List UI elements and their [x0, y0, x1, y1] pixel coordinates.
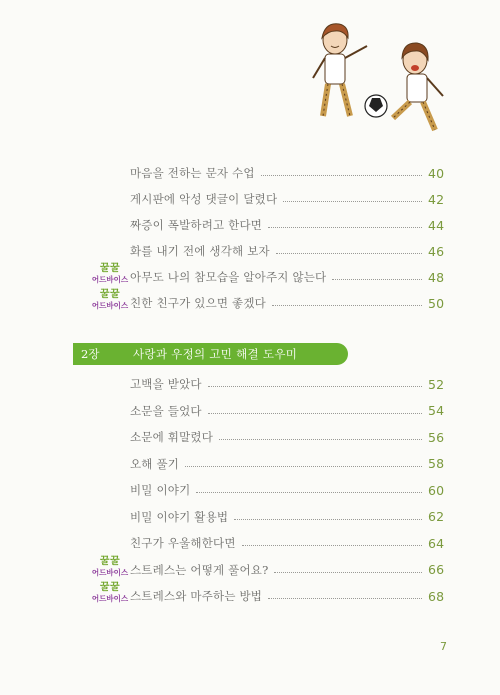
toc-entry[interactable]	[130, 240, 444, 262]
advice-badge-line2: 어드바이스	[91, 275, 129, 284]
toc-entry[interactable]	[130, 400, 444, 422]
toc-entry[interactable]	[130, 162, 444, 184]
boy-left-figure	[313, 24, 367, 116]
chapter-2-header	[73, 343, 348, 365]
toc-entry-page: 50	[428, 295, 445, 311]
toc-entry[interactable]	[130, 479, 444, 501]
toc-entry-page: 64	[428, 535, 445, 551]
toc-entry[interactable]	[130, 585, 444, 607]
toc-entry-title: 고백을 받았다	[130, 377, 202, 391]
toc-entry[interactable]	[130, 426, 444, 448]
toc-entry-page: 52	[428, 376, 445, 392]
soccer-boys-illustration	[295, 18, 465, 138]
dot-leader	[268, 597, 422, 599]
toc-entry-page: 40	[428, 165, 445, 181]
dot-leader	[332, 278, 422, 280]
advice-badge-line1: 꿀꿀	[99, 289, 121, 300]
advice-badge	[88, 582, 132, 608]
page-number: 7	[440, 640, 447, 653]
soccer-ball-icon	[365, 95, 387, 117]
advice-badge-line1: 꿀꿀	[99, 263, 121, 274]
dot-leader	[219, 438, 422, 440]
boy-right-figure	[393, 43, 443, 130]
toc-entry-title: 오해 풀기	[130, 456, 180, 471]
toc-entry-title: 소문에 휘말렸다	[130, 430, 214, 444]
dot-leader	[208, 385, 422, 387]
toc-entry[interactable]	[130, 373, 444, 395]
toc-entry-title: 게시판에 악성 댓글이 달렸다	[130, 192, 278, 206]
toc-entry[interactable]	[130, 453, 444, 475]
toc-entry-page: 42	[428, 191, 445, 207]
toc-entry-title: 비밀 이야기 활용법	[130, 509, 229, 524]
toc-entry-page: 46	[428, 243, 445, 259]
advice-badge-line2: 어드바이스	[91, 301, 129, 310]
toc-entry-page: 56	[428, 429, 445, 445]
chapter-number: 2장	[81, 347, 100, 361]
toc-entry[interactable]	[130, 532, 444, 554]
toc-entry-page: 68	[428, 588, 445, 604]
toc-entry-page: 44	[428, 217, 445, 233]
dot-leader	[272, 304, 422, 306]
advice-badge	[88, 289, 132, 315]
toc-entry-title: 소문을 들었다	[130, 403, 202, 418]
toc-entry-title: 비밀 이야기	[130, 483, 191, 497]
dot-leader	[234, 518, 422, 520]
advice-badge-line2: 어드바이스	[91, 567, 129, 577]
advice-badge	[88, 556, 132, 582]
dot-leader	[185, 465, 422, 467]
toc-entry[interactable]	[130, 188, 444, 210]
advice-badge-line2: 어드바이스	[91, 594, 129, 603]
toc-entry[interactable]	[130, 214, 444, 236]
dot-leader	[196, 491, 422, 493]
toc-entry-title: 스트레스와 마주하는 방법	[130, 589, 263, 603]
toc-entry-page: 48	[428, 269, 445, 285]
toc-entry-title: 화를 내기 전에 생각해 보자	[130, 244, 270, 258]
advice-badge-line1: 꿀꿀	[99, 582, 121, 593]
toc-entry-title: 스트레스는 어떻게 풀어요?	[130, 562, 269, 577]
dot-leader	[208, 412, 422, 414]
dot-leader	[283, 200, 422, 202]
toc-entry-page: 66	[428, 562, 445, 577]
toc-entry[interactable]	[130, 559, 444, 581]
advice-badge	[88, 263, 132, 289]
dot-leader	[276, 252, 422, 254]
toc-entry-title: 친구가 우울해한다면	[130, 536, 236, 550]
toc-entry-title: 짜증이 폭발하려고 한다면	[130, 218, 263, 232]
dot-leader	[268, 226, 422, 228]
dot-leader	[261, 174, 422, 176]
toc-entry-page: 54	[428, 403, 445, 418]
toc-entry-title: 친한 친구가 있으면 좋겠다	[130, 296, 266, 310]
toc-entry-title: 마음을 전하는 문자 수업	[130, 166, 255, 180]
toc-entry-page: 60	[428, 482, 445, 498]
toc-entry[interactable]	[130, 506, 444, 528]
toc-entry-page: 62	[428, 509, 445, 524]
chapter-title: 사랑과 우정의 고민 해결 도우미	[133, 347, 298, 361]
toc-entry-title: 아무도 나의 참모습을 알아주지 않는다	[130, 270, 327, 284]
dot-leader	[274, 571, 422, 573]
toc-entry-page: 58	[428, 456, 445, 471]
advice-badge-line1: 꿀꿀	[99, 555, 121, 567]
toc-entry[interactable]	[130, 266, 444, 288]
dot-leader	[242, 544, 422, 546]
toc-entry[interactable]	[130, 292, 444, 314]
